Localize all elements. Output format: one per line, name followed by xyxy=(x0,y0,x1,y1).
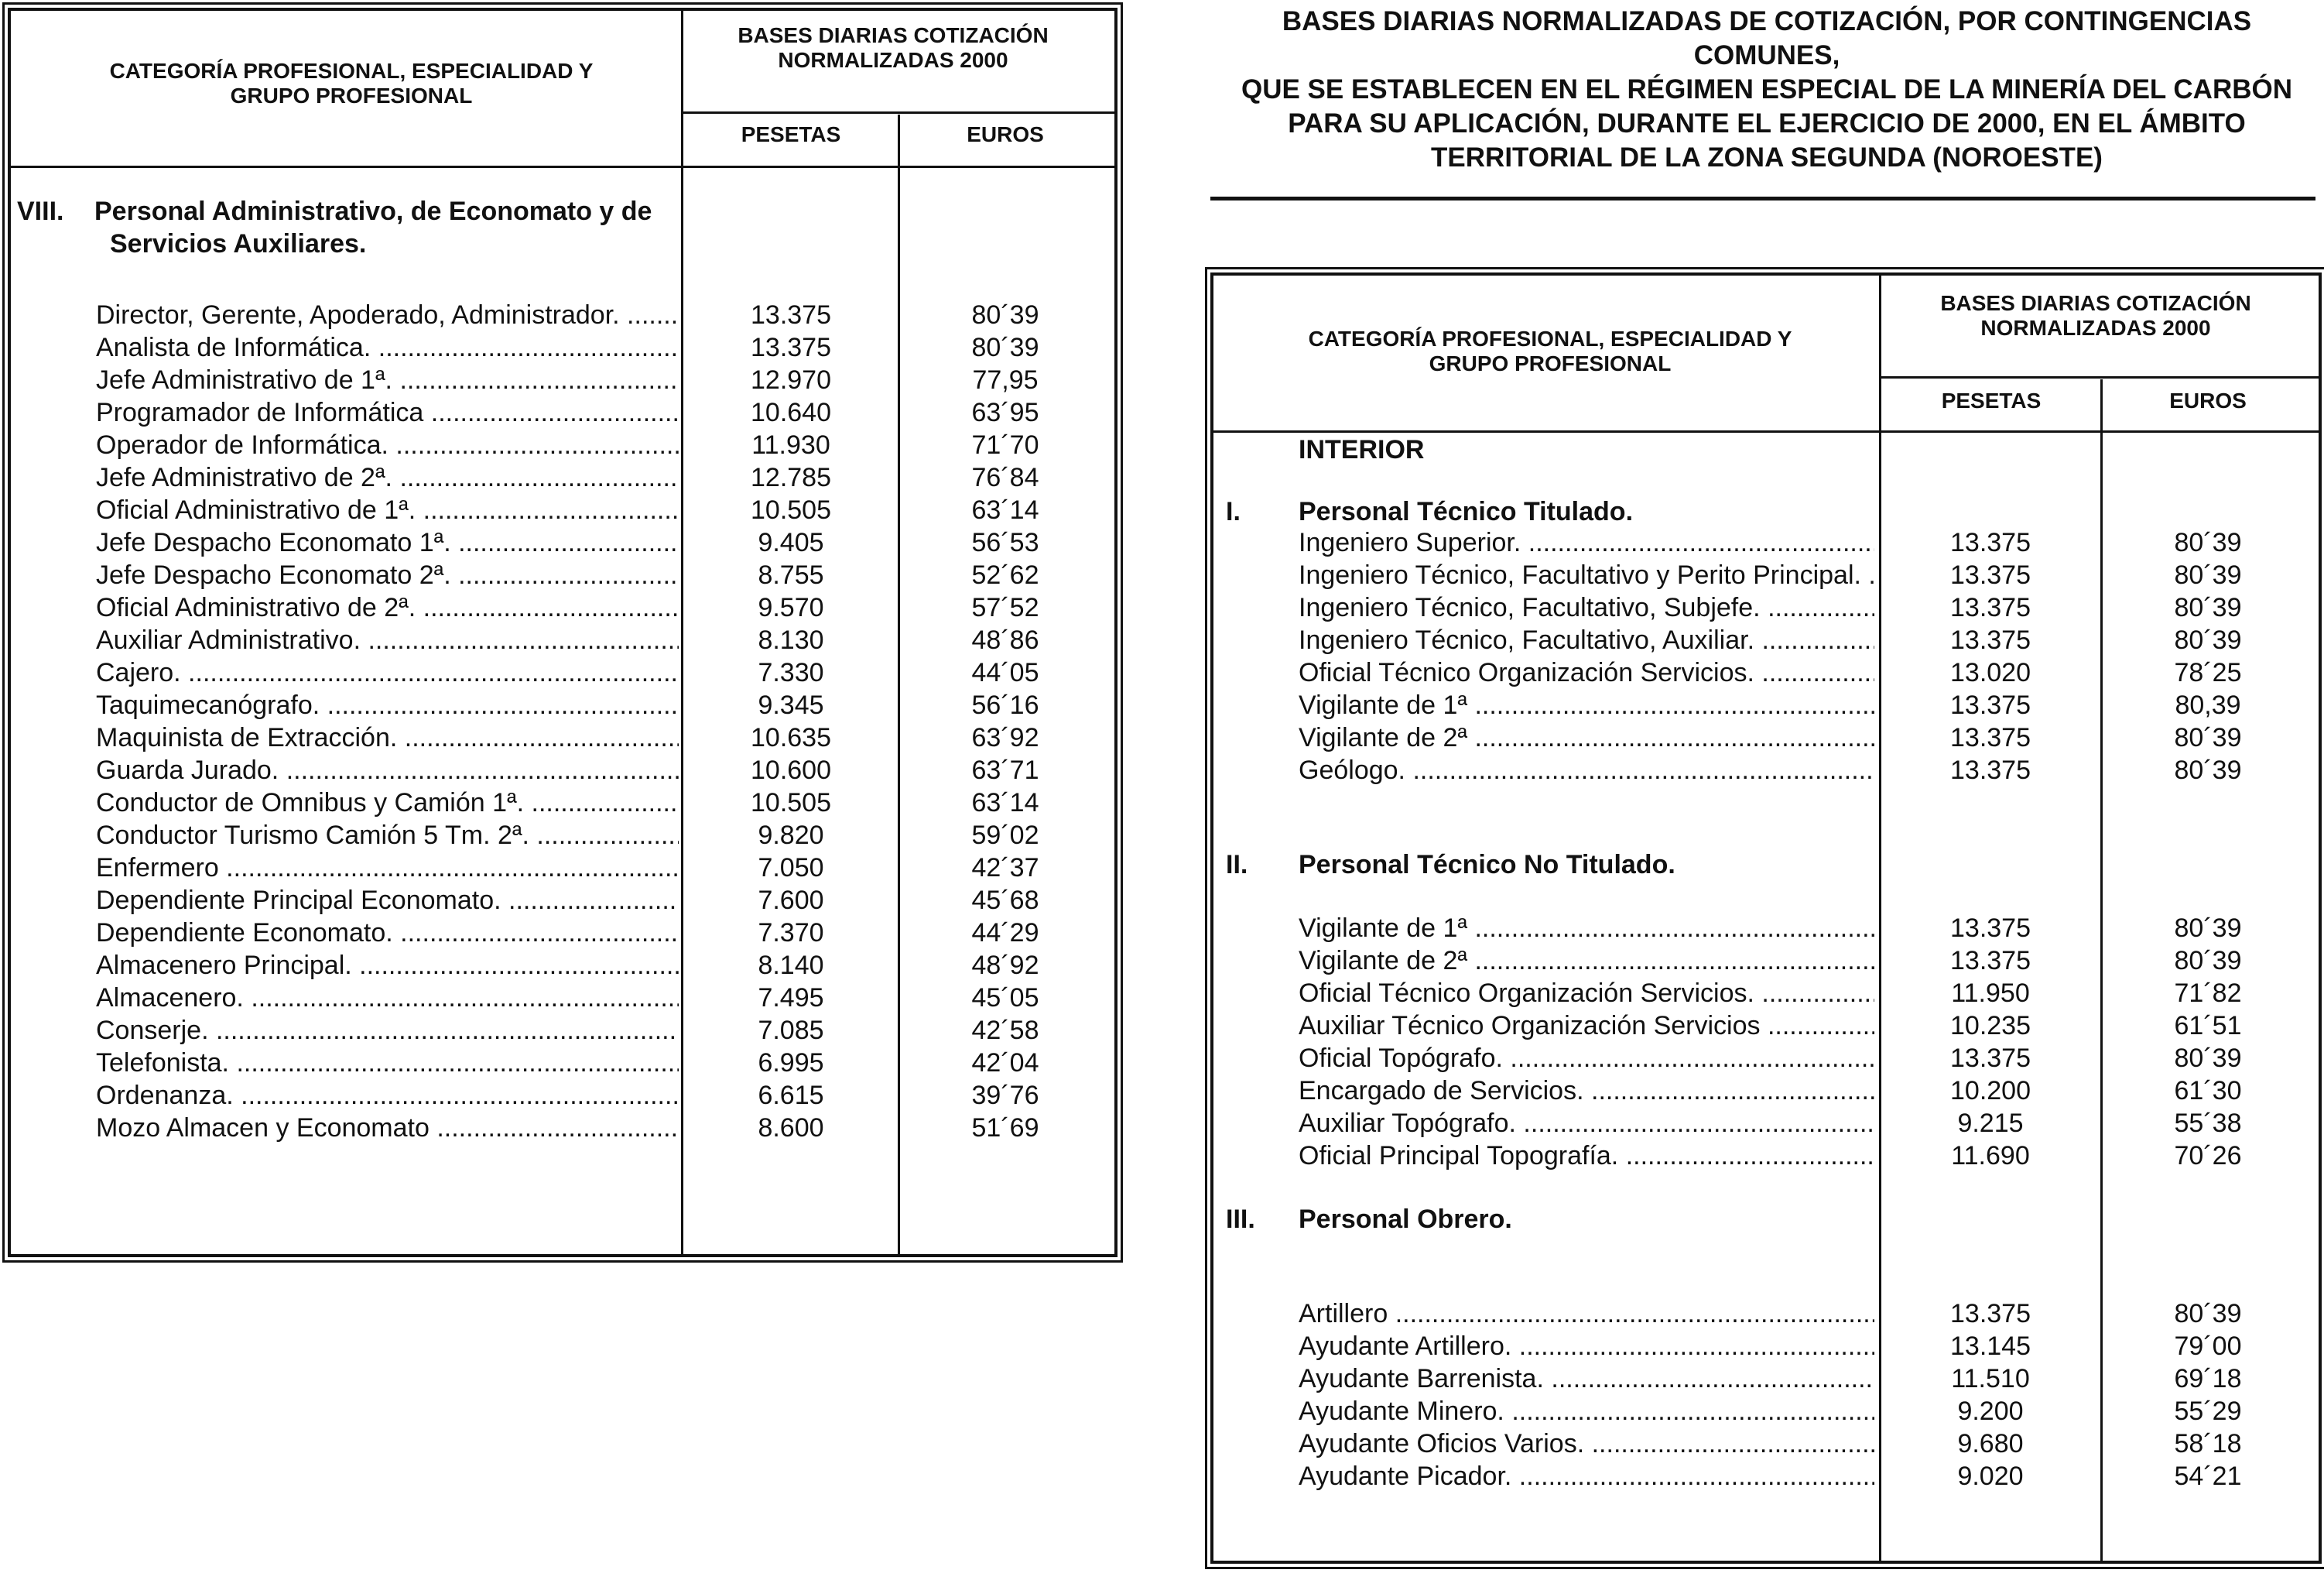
pesetas-value: 8.755 xyxy=(758,560,824,590)
row-label: Oficial Topógrafo. ..... xyxy=(1299,1042,1874,1074)
interior-label: INTERIOR xyxy=(1299,435,1425,464)
pesetas-value: 13.375 xyxy=(1950,691,2031,720)
euros-value: 80´39 xyxy=(971,300,1039,330)
euros-value: 44´29 xyxy=(971,918,1039,948)
pesetas-value: 7.495 xyxy=(758,983,824,1013)
pesetas-value: 11.690 xyxy=(1951,1141,2030,1170)
euros-value: 45´05 xyxy=(971,983,1039,1013)
euros-value: 80´39 xyxy=(2174,528,2242,557)
document-title xyxy=(1217,5,2317,175)
pesetas-value: 13.375 xyxy=(1950,756,2031,785)
pesetas-value: 13.375 xyxy=(1950,913,2031,943)
row-label: Conductor Turismo Camión 5 Tm. 2ª. ..... xyxy=(96,819,679,852)
euros-value: 77,95 xyxy=(972,365,1039,395)
row-label: Ayudante Barrenista. ..... xyxy=(1299,1362,1874,1395)
row-label: Auxiliar Topógrafo. ..... xyxy=(1299,1107,1874,1140)
table-row xyxy=(96,819,1094,852)
row-label: Oficial Principal Topografía. ..... xyxy=(1299,1140,1874,1172)
table-row xyxy=(1299,912,2305,944)
title-line: QUE SE ESTABLECEN EN EL RÉGIMEN ESPECIAL DE LA MINERÍA DEL CARBÓN xyxy=(1241,74,2293,105)
bases-header: BASES DIARIAS COTIZACIÓN NORMALIZADAS 2000 xyxy=(1940,291,2251,340)
table-row xyxy=(1299,1362,2305,1395)
euros-value: 59´02 xyxy=(971,821,1039,850)
section-title: Personal Técnico No Titulado. xyxy=(1299,850,1675,879)
pesetas-value: 13.375 xyxy=(1950,593,2031,622)
section-heading xyxy=(1226,1203,1868,1236)
table-row xyxy=(96,1014,1094,1047)
pesetas-header: PESETAS xyxy=(1941,389,2042,413)
euros-value: 44´05 xyxy=(971,658,1039,687)
table-row xyxy=(1299,689,2305,721)
euros-value: 80´39 xyxy=(2174,913,2242,943)
row-label: Analista de Informática. ..... xyxy=(96,331,679,364)
row-label: Ayudante Artillero. ..... xyxy=(1299,1330,1874,1362)
pesetas-header: PESETAS xyxy=(741,122,841,146)
euros-value: 80´39 xyxy=(2174,593,2242,622)
euros-value: 54´21 xyxy=(2174,1462,2242,1491)
row-label: Operador de Informática. ..... xyxy=(96,429,679,461)
pesetas-value: 13.375 xyxy=(1950,723,2031,752)
row-label: Guarda Jurado. ..... xyxy=(96,754,679,787)
euros-value: 70´26 xyxy=(2174,1141,2242,1170)
row-label: Oficial Administrativo de 2ª. ..... xyxy=(96,591,679,624)
table-row xyxy=(96,787,1094,819)
euros-value: 42´58 xyxy=(971,1016,1039,1045)
euros-header: EUROS xyxy=(967,122,1044,146)
row-label: Oficial Técnico Organización Servicios. ..... xyxy=(1299,977,1874,1009)
euros-value: 71´82 xyxy=(2174,979,2242,1008)
euros-value: 63´95 xyxy=(971,398,1039,427)
row-label: Vigilante de 1ª ..... xyxy=(1299,912,1874,944)
pesetas-value: 11.510 xyxy=(1951,1364,2030,1393)
row-label: Geólogo. ..... xyxy=(1299,754,1874,787)
table-row xyxy=(96,917,1094,949)
table-row xyxy=(1299,624,2305,656)
row-label: Cajero. ..... xyxy=(96,656,679,689)
euros-value: 52´62 xyxy=(971,560,1039,590)
category-header: CATEGORÍA PROFESIONAL, ESPECIALIDAD Y GRUPO PROFESIONAL xyxy=(109,59,594,108)
table-row xyxy=(1299,591,2305,624)
euros-value: 63´14 xyxy=(971,495,1039,525)
euros-value: 80´39 xyxy=(2174,723,2242,752)
pesetas-value: 6.615 xyxy=(758,1081,824,1110)
euros-value: 80´39 xyxy=(2174,756,2242,785)
euros-value: 79´00 xyxy=(2174,1332,2242,1361)
pesetas-value: 11.950 xyxy=(1951,979,2030,1008)
table-row xyxy=(1299,1460,2305,1493)
section-title: Personal Administrativo, de Economato y de xyxy=(94,197,652,226)
table-row xyxy=(1299,559,2305,591)
title-line: TERRITORIAL DE LA ZONA SEGUNDA (NOROESTE) xyxy=(1431,142,2103,173)
table-row xyxy=(96,299,1094,331)
row-label: Almacenero. ..... xyxy=(96,982,679,1014)
row-label: Maquinista de Extracción. ..... xyxy=(96,721,679,754)
table-row xyxy=(1299,1427,2305,1460)
header-divider xyxy=(1879,376,2319,379)
row-label: Jefe Despacho Economato 2ª. ..... xyxy=(96,559,679,591)
table-row xyxy=(96,331,1094,364)
header-divider xyxy=(11,166,1114,168)
row-label: Telefonista. ..... xyxy=(96,1047,679,1079)
row-label: Vigilante de 1ª ..... xyxy=(1299,689,1874,721)
pesetas-value: 9.570 xyxy=(758,593,824,622)
table-row xyxy=(1299,656,2305,689)
table-row xyxy=(1299,1297,2305,1330)
header-divider xyxy=(681,111,1114,114)
table-row xyxy=(1299,526,2305,559)
header-divider xyxy=(1213,430,2319,433)
pesetas-value: 9.820 xyxy=(758,821,824,850)
euros-value: 80,39 xyxy=(2175,691,2241,720)
euros-value: 80´39 xyxy=(2174,1044,2242,1073)
euros-value: 63´71 xyxy=(971,756,1039,785)
section-heading xyxy=(1226,495,1868,528)
euros-value: 63´92 xyxy=(971,723,1039,752)
row-label: Taquimecanógrafo. ..... xyxy=(96,689,679,721)
right-table xyxy=(1210,272,2322,1564)
table-row xyxy=(96,1047,1094,1079)
row-label: Oficial Técnico Organización Servicios. ..... xyxy=(1299,656,1874,689)
table-row xyxy=(1299,1395,2305,1427)
table-row xyxy=(96,884,1094,917)
pesetas-value: 6.995 xyxy=(758,1048,824,1078)
pesetas-value: 9.680 xyxy=(1957,1429,2024,1458)
table-row xyxy=(96,624,1094,656)
section-number: VIII. xyxy=(17,197,64,226)
pesetas-value: 7.050 xyxy=(758,853,824,883)
table-row xyxy=(96,396,1094,429)
table-row xyxy=(96,591,1094,624)
euros-value: 63´14 xyxy=(971,788,1039,817)
section-number: I. xyxy=(1226,497,1241,526)
row-label: Director, Gerente, Apoderado, Administrador. ..... xyxy=(96,299,679,331)
euros-value: 39´76 xyxy=(971,1081,1039,1110)
pesetas-value: 12.970 xyxy=(751,365,831,395)
table-row xyxy=(96,982,1094,1014)
euros-value: 42´37 xyxy=(971,853,1039,883)
row-label: Conductor de Omnibus y Camión 1ª. ..... xyxy=(96,787,679,819)
euros-value: 55´29 xyxy=(2174,1397,2242,1426)
bases-header: BASES DIARIAS COTIZACIÓN NORMALIZADAS 2000 xyxy=(738,23,1049,72)
table-row xyxy=(1299,721,2305,754)
row-label: Jefe Administrativo de 2ª. ..... xyxy=(96,461,679,494)
table-row xyxy=(96,526,1094,559)
table-row xyxy=(96,429,1094,461)
pesetas-value: 9.020 xyxy=(1957,1462,2024,1491)
row-label: Encargado de Servicios. ..... xyxy=(1299,1074,1874,1107)
euros-value: 42´04 xyxy=(971,1048,1039,1078)
euros-value: 56´53 xyxy=(971,528,1039,557)
table-row xyxy=(96,1079,1094,1112)
pesetas-value: 10.505 xyxy=(751,788,831,817)
euros-value: 80´39 xyxy=(2174,1299,2242,1328)
euros-value: 80´39 xyxy=(2174,560,2242,590)
pesetas-value: 13.375 xyxy=(1950,1299,2031,1328)
euros-value: 80´39 xyxy=(2174,946,2242,975)
table-row xyxy=(96,949,1094,982)
table-row xyxy=(1299,1140,2305,1172)
interior-heading xyxy=(1299,434,1763,466)
pesetas-value: 12.785 xyxy=(751,463,831,492)
table-row xyxy=(96,754,1094,787)
row-label: Programador de Informática ..... xyxy=(96,396,679,429)
euros-value: 55´38 xyxy=(2174,1109,2242,1138)
pesetas-value: 9.215 xyxy=(1957,1109,2024,1138)
row-label: Artillero ..... xyxy=(1299,1297,1874,1330)
pesetas-value: 7.330 xyxy=(758,658,824,687)
table-row xyxy=(96,721,1094,754)
row-label: Jefe Administrativo de 1ª. ..... xyxy=(96,364,679,396)
pesetas-value: 13.375 xyxy=(1950,625,2031,655)
euros-value: 56´16 xyxy=(971,691,1039,720)
table-row xyxy=(1299,977,2305,1009)
table-row xyxy=(96,1112,1094,1144)
pesetas-value: 13.375 xyxy=(1950,528,2031,557)
euros-header: EUROS xyxy=(2169,389,2247,413)
row-label: Vigilante de 2ª ..... xyxy=(1299,721,1874,754)
pesetas-value: 10.600 xyxy=(751,756,831,785)
euros-value: 78´25 xyxy=(2174,658,2242,687)
row-label: Enfermero ..... xyxy=(96,852,679,884)
pesetas-value: 8.600 xyxy=(758,1113,824,1143)
title-line: BASES DIARIAS NORMALIZADAS DE COTIZACIÓN, POR CONTINGENCIAS COMUNES, xyxy=(1282,6,2252,70)
title-rule xyxy=(1210,197,2315,200)
row-label: Ayudante Oficios Varios. ..... xyxy=(1299,1427,1874,1460)
table-row xyxy=(96,852,1094,884)
row-label: Oficial Administrativo de 1ª. ..... xyxy=(96,494,679,526)
category-header: CATEGORÍA PROFESIONAL, ESPECIALIDAD Y GRUPO PROFESIONAL xyxy=(1308,327,1792,375)
row-label: Ingeniero Superior. ..... xyxy=(1299,526,1874,559)
section-title-continued: Servicios Auxiliares. xyxy=(110,229,367,259)
table-row xyxy=(96,364,1094,396)
row-label: Dependiente Economato. ..... xyxy=(96,917,679,949)
row-label: Ayudante Minero. ..... xyxy=(1299,1395,1874,1427)
pesetas-value: 10.635 xyxy=(751,723,831,752)
table-row xyxy=(1299,1074,2305,1107)
row-label: Jefe Despacho Economato 1ª. ..... xyxy=(96,526,679,559)
pesetas-value: 7.085 xyxy=(758,1016,824,1045)
table-row xyxy=(1299,1009,2305,1042)
pesetas-value: 13.020 xyxy=(1950,658,2031,687)
euros-value: 71´70 xyxy=(971,430,1039,460)
pesetas-value: 13.145 xyxy=(1950,1332,2031,1361)
euros-value: 45´68 xyxy=(971,886,1039,915)
section-number: II. xyxy=(1226,850,1248,879)
row-label: Vigilante de 2ª ..... xyxy=(1299,944,1874,977)
pesetas-value: 13.375 xyxy=(751,300,831,330)
pesetas-value: 9.405 xyxy=(758,528,824,557)
euros-value: 80´39 xyxy=(2174,625,2242,655)
table-row xyxy=(96,689,1094,721)
euros-value: 80´39 xyxy=(971,333,1039,362)
pesetas-value: 13.375 xyxy=(1950,1044,2031,1073)
euros-value: 48´86 xyxy=(971,625,1039,655)
section-heading xyxy=(1226,848,1868,881)
pesetas-value: 11.930 xyxy=(751,430,830,460)
title-line: PARA SU APLICACIÓN, DURANTE EL EJERCICIO DE 2000, EN EL ÁMBITO xyxy=(1288,108,2246,139)
pesetas-value: 9.200 xyxy=(1957,1397,2024,1426)
row-label: Ingeniero Técnico, Facultativo, Auxiliar. ..... xyxy=(1299,624,1874,656)
section-heading xyxy=(17,195,675,265)
euros-value: 61´30 xyxy=(2174,1076,2242,1105)
pesetas-value: 8.130 xyxy=(758,625,824,655)
euros-value: 76´84 xyxy=(971,463,1039,492)
table-row xyxy=(96,559,1094,591)
table-row xyxy=(1299,1107,2305,1140)
table-row xyxy=(1299,1042,2305,1074)
table-row xyxy=(1299,1330,2305,1362)
row-label: Auxiliar Técnico Organización Servicios ..... xyxy=(1299,1009,1874,1042)
pesetas-value: 13.375 xyxy=(1950,946,2031,975)
table-row xyxy=(1299,754,2305,787)
row-label: Ayudante Picador. ..... xyxy=(1299,1460,1874,1493)
row-label: Auxiliar Administrativo. ..... xyxy=(96,624,679,656)
row-label: Almacenero Principal. ..... xyxy=(96,949,679,982)
row-label: Mozo Almacen y Economato ..... xyxy=(96,1112,679,1144)
euros-value: 58´18 xyxy=(2174,1429,2242,1458)
row-label: Ordenanza. ..... xyxy=(96,1079,679,1112)
pesetas-value: 7.600 xyxy=(758,886,824,915)
left-table xyxy=(8,8,1118,1257)
pesetas-value: 10.505 xyxy=(751,495,831,525)
euros-value: 57´52 xyxy=(971,593,1039,622)
table-row xyxy=(96,461,1094,494)
row-label: Dependiente Principal Economato. ..... xyxy=(96,884,679,917)
row-label: Ingeniero Técnico, Facultativo y Perito Principal. ..... xyxy=(1299,559,1874,591)
pesetas-value: 7.370 xyxy=(758,918,824,948)
pesetas-value: 10.235 xyxy=(1950,1011,2031,1040)
pesetas-value: 9.345 xyxy=(758,691,824,720)
table-row xyxy=(96,494,1094,526)
pesetas-value: 13.375 xyxy=(1950,560,2031,590)
table-row xyxy=(1299,944,2305,977)
table-row xyxy=(96,656,1094,689)
euros-value: 51´69 xyxy=(971,1113,1039,1143)
row-label: Ingeniero Técnico, Facultativo, Subjefe. ..... xyxy=(1299,591,1874,624)
pesetas-value: 8.140 xyxy=(758,951,824,980)
euros-value: 69´18 xyxy=(2174,1364,2242,1393)
euros-value: 48´92 xyxy=(971,951,1039,980)
row-label: Conserje. ..... xyxy=(96,1014,679,1047)
pesetas-value: 10.200 xyxy=(1950,1076,2031,1105)
section-number: III. xyxy=(1226,1205,1255,1234)
pesetas-value: 13.375 xyxy=(751,333,831,362)
pesetas-value: 10.640 xyxy=(751,398,831,427)
section-title: Personal Obrero. xyxy=(1299,1205,1512,1234)
section-title: Personal Técnico Titulado. xyxy=(1299,497,1634,526)
euros-value: 61´51 xyxy=(2174,1011,2242,1040)
